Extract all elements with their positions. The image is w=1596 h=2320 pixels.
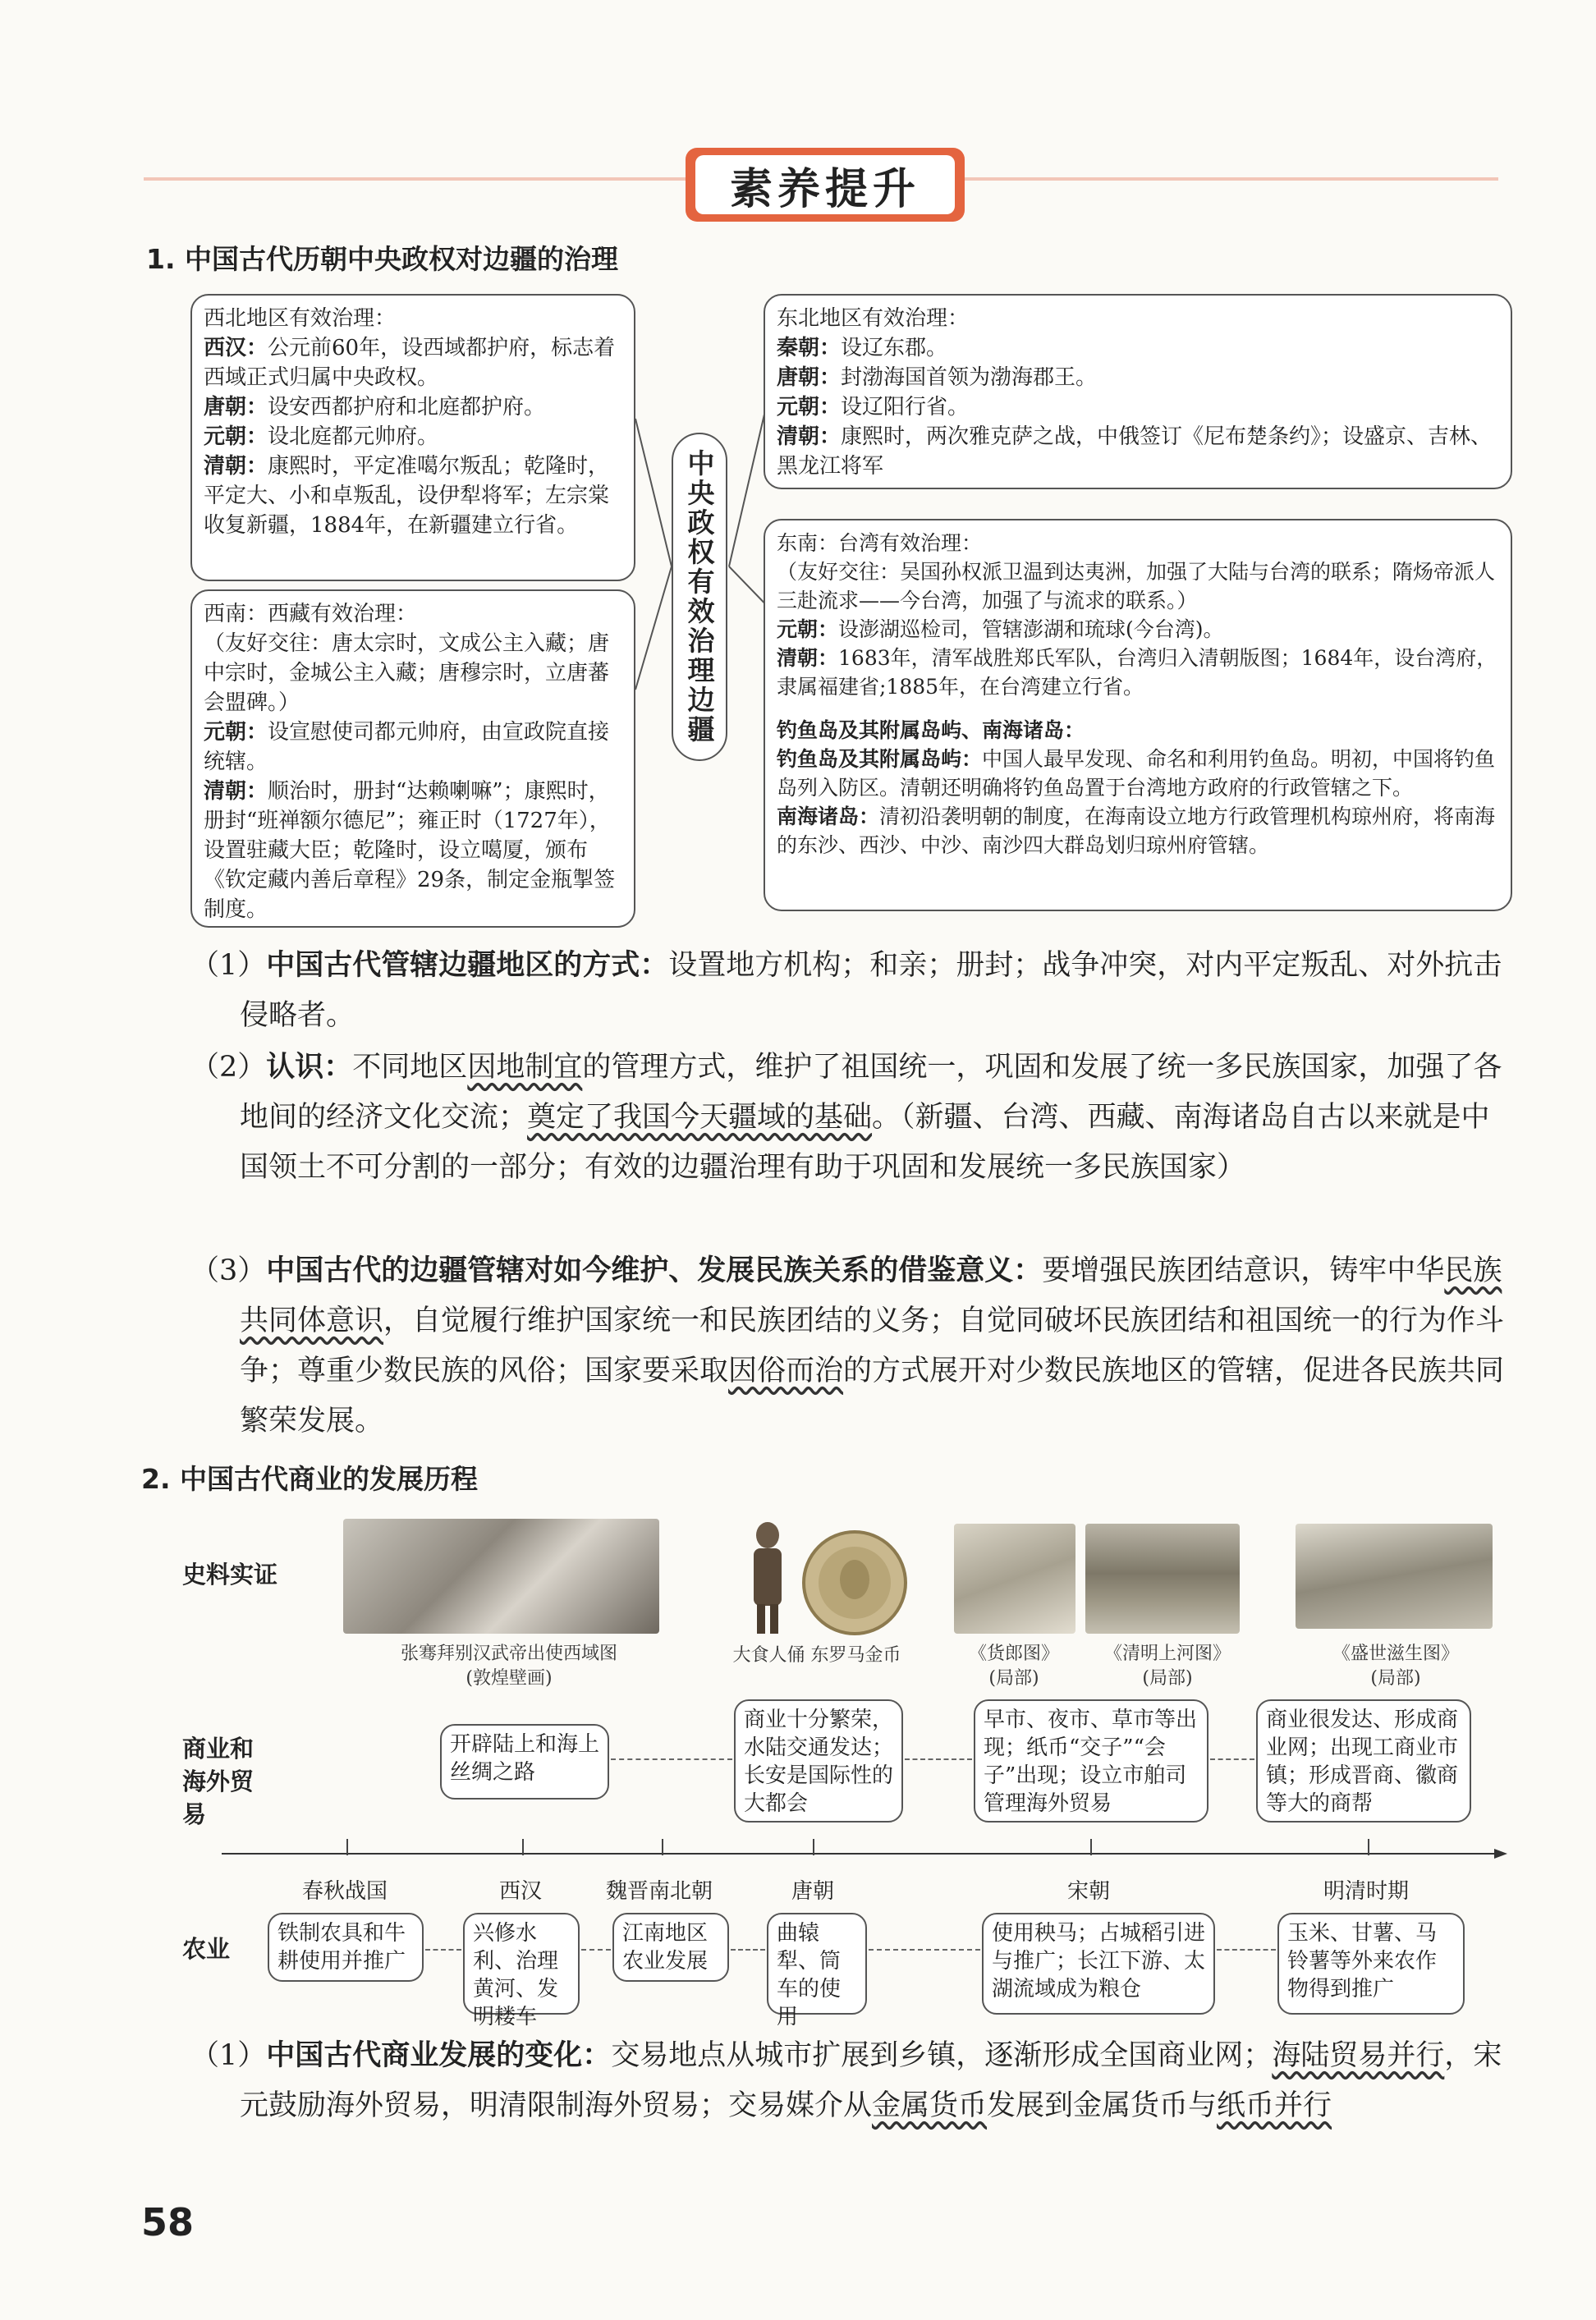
southeast-title: 东南：台湾有效治理： [777, 531, 983, 555]
agri-dash [731, 1949, 765, 1951]
period-label: 西汉 [499, 1879, 543, 1904]
peddler-painting-image [954, 1524, 1075, 1634]
timeline-tick [662, 1839, 663, 1855]
northwest-title: 西北地区有效治理： [204, 306, 397, 331]
period-label: 宋朝 [1067, 1879, 1111, 1904]
northeast-box [764, 294, 1512, 489]
northwest-line: 唐朝：设安西都护府和北庭都护府。 [204, 395, 546, 420]
s2-paragraph-1: （1）中国古代商业发展的变化：交易地点从城市扩展到乡镇，逐渐形成全国商业网；海陆贸易并行，宋元鼓励海外贸易，明清限制海外贸易；交易媒介从金属货币发展到金属货币与纸币并行 [190, 2039, 1502, 2122]
northwest-line: 清朝：康熙时，平定准噶尔叛乱；乾隆时，平定大、小和卓叛乱，设伊犁将军；左宗棠收复新疆，1884年，在新疆建立行省。 [204, 454, 610, 538]
connector-lines [632, 353, 780, 747]
southwest-line: 清朝：顺治时，册封“达赖喇嘛”；康熙时，册封“班禅额尔德尼”；雍正时（1727年），设置驻藏大臣；乾隆时，设立噶厦，颁布《钦定藏内善后章程》29条，制定金瓶掣签制度。 [204, 779, 616, 922]
page-number: 58 [141, 2200, 195, 2244]
agri-box-han: 兴修水利、治理黄河、发明耧车 [463, 1913, 580, 2015]
s1-paragraph-2: （2）认识：不同地区因地制宜的管理方式，维护了祖国统一，巩固和发展了统一多民族国家，加强了各地间的经济文化交流；奠定了我国今天疆域的基础。（新疆、台湾、西藏、南海诸岛自古以来就是中国领土不可分割的一部分；有效的边疆治理有助于巩固和发展统一多民族国家） [190, 1051, 1502, 1184]
commerce-box-han: 开辟陆上和海上丝绸之路 [440, 1724, 609, 1800]
southwest-intro: （友好交往：唐太宗时，文成公主入藏；唐中宗时，金城公主入藏；唐穆宗时，立唐蕃会盟碑。） [204, 631, 610, 715]
northwest-box [190, 294, 635, 581]
period-label: 明清时期 [1323, 1879, 1410, 1904]
northwest-line: 西汉：公元前60年，设西域都护府，标志着西域正式归属中央政权。 [204, 336, 616, 390]
southeast-line: 清朝：1683年，清军战胜郑氏军队，台湾归入清朝版图；1684年，设台湾府，隶属福建省;1885年，在台湾建立行省。 [777, 646, 1497, 699]
agri-box-tang: 曲辕犁、筒车的使用 [767, 1913, 867, 2015]
commerce-box-song: 早市、夜市、草市等出现；纸币“交子”“会子”出现；设立市舶司管理海外贸易 [974, 1699, 1208, 1823]
timeline-tick [346, 1839, 348, 1855]
commerce-box-tang: 商业十分繁荣，水陆交通发达；长安是国际性的大都会 [734, 1699, 903, 1823]
timeline-tick [813, 1839, 814, 1855]
section2-title: 2. 中国古代商业的发展历程 [141, 1463, 478, 1495]
northeast-title: 东北地区有效治理： [777, 306, 970, 331]
southeast-box [764, 519, 1512, 911]
commerce-dash [611, 1758, 732, 1760]
southeast-intro: （友好交往：吴国孙权派卫温到达夷洲，加强了大陆与台湾的联系；隋炀帝派人三赴流求——今台湾，加强了与流求的联系。） [777, 560, 1496, 612]
s1-paragraph-3: （3）中国古代的边疆管辖对如今维护、发展民族关系的借鉴意义：要增强民族团结意识，铸牢中华民族共同体意识，自觉履行维护国家统一和民族团结的义务；自觉同破坏民族团结和祖国统一的行为作斗争；尊重少数民族的风俗；国家要采取因俗而治的方式展开对少数民族地区的管辖，促进各民族共同繁荣发展。 [190, 1254, 1505, 1437]
southeast-line: 元朝：设澎湖巡检司，管辖澎湖和琉球(今台湾)。 [777, 617, 1224, 641]
timeline-axis [222, 1839, 1511, 1859]
caption-peddler: 《货郎图》 (局部) [968, 1644, 1059, 1689]
northeast-line: 清朝：康熙时，两次雅克萨之战，中俄签订《尼布楚条约》；设盛京、吉林、黑龙江将军 [777, 424, 1493, 479]
mural-image [343, 1519, 659, 1634]
section-banner [686, 148, 965, 222]
row-label-agriculture: 农业 [182, 1935, 231, 1963]
row-label-commerce: 商业和海外贸易 [182, 1735, 255, 1828]
agri-dash [1217, 1949, 1276, 1951]
islands-line: 南海诸岛：清初沿袭明朝的制度，在海南设立地方行政管理机构琼州府，将南海的东沙、西沙、中沙、南沙四大群岛划归琼州府管辖。 [777, 805, 1496, 857]
caption-shengshi: 《盛世滋生图》 (局部) [1332, 1644, 1459, 1689]
gold-coin-image [800, 1529, 909, 1637]
agri-dash [425, 1949, 461, 1951]
timeline-tick [1090, 1839, 1092, 1855]
row-label-evidence: 史料实证 [182, 1561, 278, 1589]
timeline-tick [522, 1839, 524, 1855]
agri-box-mingqing: 玉米、甘薯、马铃薯等外来农作物得到推广 [1277, 1913, 1465, 2015]
period-label: 魏晋南北朝 [606, 1879, 713, 1904]
commerce-dash [1210, 1758, 1254, 1760]
caption-qingming: 《清明上河图》 (局部) [1103, 1644, 1231, 1689]
agri-box-song: 使用秧马；占城稻引进与推广；长江下游、太湖流域成为粮仓 [982, 1913, 1215, 2015]
northeast-line: 秦朝：设辽东郡。 [777, 336, 948, 360]
caption-mural: 张骞拜别汉武帝出使西域图 (敦煌壁画) [400, 1644, 617, 1689]
southwest-box [190, 589, 635, 928]
southwest-title: 西南：西藏有效治理： [204, 602, 418, 626]
timeline-tick [1368, 1839, 1369, 1855]
qingming-painting-image [1085, 1524, 1240, 1634]
s1-paragraph-1: （1）中国古代管辖边疆地区的方式：设置地方机构；和亲；册封；战争冲突，对内平定叛乱、对外抗击侵略者。 [190, 949, 1502, 1032]
southwest-line: 元朝：设宣慰使司都元帅府，由宣政院直接统辖。 [204, 720, 610, 774]
commerce-dash [905, 1758, 972, 1760]
banner-title: 素养提升 [695, 155, 955, 214]
figurine-image [739, 1517, 796, 1640]
period-label: 唐朝 [791, 1879, 835, 1904]
caption-figurine-coin: 大食人俑 东罗马金币 [732, 1645, 901, 1666]
islands-line: 钓鱼岛及其附属岛屿：中国人最早发现、命名和利用钓鱼岛。明初，中国将钓鱼岛列入防区。清朝还明确将钓鱼岛置于台湾地方政府的行政管辖之下。 [777, 747, 1496, 800]
center-label: 中央政权有效治理边疆 [683, 449, 716, 745]
commerce-box-mingqing: 商业很发达、形成商业网；出现工商业市镇；形成晋商、徽商等大的商帮 [1256, 1699, 1471, 1823]
section1-title: 1. 中国古代历朝中央政权对边疆的治理 [146, 243, 618, 275]
agri-box-spring-autumn: 铁制农具和牛耕使用并推广 [268, 1913, 424, 1982]
islands-title: 钓鱼岛及其附属岛屿、南海诸岛： [777, 718, 1085, 742]
shengshi-painting-image [1296, 1524, 1493, 1629]
northeast-line: 唐朝：封渤海国首领为渤海郡王。 [777, 365, 1098, 390]
northeast-line: 元朝：设辽阳行省。 [777, 395, 970, 420]
period-label: 春秋战国 [302, 1879, 388, 1904]
agri-box-weijin: 江南地区农业发展 [612, 1913, 729, 1982]
agri-dash [581, 1949, 611, 1951]
agri-dash [869, 1949, 980, 1951]
northwest-line: 元朝：设北庭都元帅府。 [204, 424, 439, 449]
